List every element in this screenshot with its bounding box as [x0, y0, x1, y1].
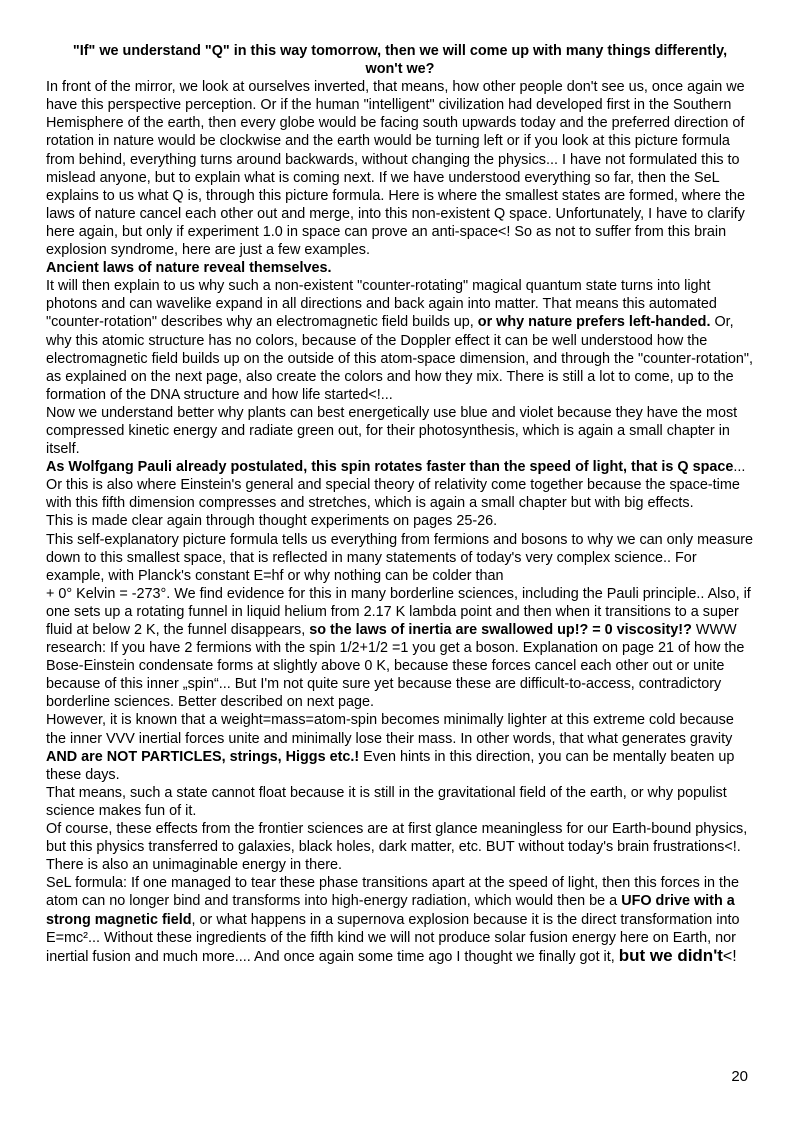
emphasis-not-particles: AND are NOT PARTICLES, strings, Higgs etc.!	[46, 748, 360, 765]
document-title: "If" we understand "Q" in this way tomorrow, then we will come up with many things differently, won't we?	[72, 43, 728, 78]
document-body	[46, 42, 754, 966]
section-heading-ancient-laws: Ancient laws of nature reveal themselves.	[46, 260, 332, 277]
paragraph-thought-experiments: This is made clear again through thought experiments on pages 25-26.	[46, 513, 498, 530]
emphasis-inertia: so the laws of inertia are swallowed up!? = 0 viscosity!?	[309, 622, 692, 638]
paragraph-text: However, it is known that a weight=mass=atom-spin becomes minimally lighter at this extreme cold because the inner VVV inertial forces unite and minimally lose their mass. In other words, that what generates gravity	[46, 712, 734, 747]
emphasis-ufo-drive: UFO drive with a strong magnetic field	[46, 893, 735, 928]
paragraph-sel-formula	[46, 874, 754, 965]
paragraph-text: Or, why this atomic structure has no colors, because of the Doppler effect it can be well understood how the electromagnetic field builds up on the outside of this atom-space dimension, and through the "counter-rotation", as explained on the next page, also create the colors and how they mix. There is still a lot to come, up to the formation of the DNA structure and how life started<!...	[46, 314, 753, 403]
page-number: 20	[731, 1068, 748, 1085]
paragraph-mirror: In front of the mirror, we look at ourselves inverted, that means, how other people don't see us, once again we have this perspective perception. Or if the human "intelligent" civilization had developed first in the Southern Hemisphere of the earth, then every globe would be facing south upwards today and the preferred direction of rotation in nature would be clockwise and the earth would be turning left or if you look at this picture formula from behind, everything turns around backwards, without changing the physics... I have not formulated this to mislead anyone, but to explain what is coming next. If we have understood everything so far, then the SeL explains to us what Q is, through this picture formula. Here is where the smallest states are formed, where the laws of nature cancel each other out and merge, into this non-existent Q space. Unfortunately, I have to clarify here again, but only if experiment 1.0 in space can prove an anti-space<! So as not to suffer from this brain explosion syndrome, here are just a few examples.	[46, 79, 746, 259]
emphasis-but-we-didnt: but we didn't	[618, 945, 723, 965]
paragraph-text: , or what happens in a supernova explosion because it is the direct transformation into E=mc²... Without these ingredients of the fifth kind we will not produce solar fusion energy here on Earth, nor inertial fusion and much more.... And once again some time ago I thought we finally got it,	[46, 911, 740, 965]
paragraph-text: ... Or this is also where Einstein's general and special theory of relativity come together because the space-time with this fifth dimension compresses and stretches, which is again a small chapter but with big effects.	[46, 459, 746, 512]
paragraph-text: It will then explain to us why such a non-existent "counter-rotating" magical quantum state turns into light photons and can wavelike expand in all directions and back again into matter. That means this automated "counter-rotation" describes why an electromagnetic field builds up,	[46, 278, 717, 331]
paragraph-text: WWW research: If you have 2 fermions with the spin 1/2+1/2 =1 you get a boson. Explanation on page 21 of how the Bose-Einstein condensate forms at slightly above 0 K, because these forces cancel each other out or unite because of this inner „spin“... But I'm not quite sure yet because these are difficult-to-access, contradictory borderline sciences. Better described on next page.	[46, 622, 745, 711]
paragraph-float: That means, such a state cannot float because it is still in the gravitational field of the earth, or why populist science makes fun of it.	[46, 784, 727, 819]
paragraph-text: SeL formula: If one managed to tear these phase transitions apart at the speed of light, then this forces in the atom can no longer bind and transforms into high-energy radiation, which would then be a	[46, 875, 740, 910]
paragraph-pauli	[46, 458, 754, 512]
paragraph-plants: Now we understand better why plants can best energetically use blue and violet because they have the most compressed kinetic energy and radiate green out, for their photosynthesis, which is again a small chapter in itself.	[46, 404, 738, 458]
paragraph-text: This self-explanatory picture formula tells us everything from fermions and bosons to why we can only measure down to this smallest space, that is reflected in many statements of today's very complex science.. For example, with Planck's constant E=hf or why nothing can be colder than	[46, 531, 754, 584]
paragraph-text: + 0° Kelvin = -273°. We find evidence for this in many borderline sciences, including the Pauli principle.. Also, if one sets up a rotating funnel in liquid helium from 2.17 K lambda point and then when it transitions to a super fluid at below 2 K, the funnel disappears,	[46, 585, 751, 638]
paragraph-fermions-bosons	[46, 531, 754, 712]
paragraph-text: <!	[722, 947, 737, 965]
emphasis-left-handed: or why nature prefers left-handed.	[477, 314, 711, 331]
paragraph-counter-rotation	[46, 277, 754, 404]
paragraph-gravity	[46, 711, 754, 783]
emphasis-pauli: As Wolfgang Pauli already postulated, this spin rotates faster than the speed of light, that is Q space	[46, 459, 734, 476]
paragraph-text: Even hints in this direction, you can be mentally beaten up these days.	[46, 748, 735, 783]
paragraph-frontier-sciences: Of course, these effects from the frontier sciences are at first glance meaningless for our Earth-bound physics, but this physics transferred to galaxies, black holes, dark matter, etc. BUT without today's brain frustrations<!. There is also an unimaginable energy in there.	[46, 821, 748, 874]
